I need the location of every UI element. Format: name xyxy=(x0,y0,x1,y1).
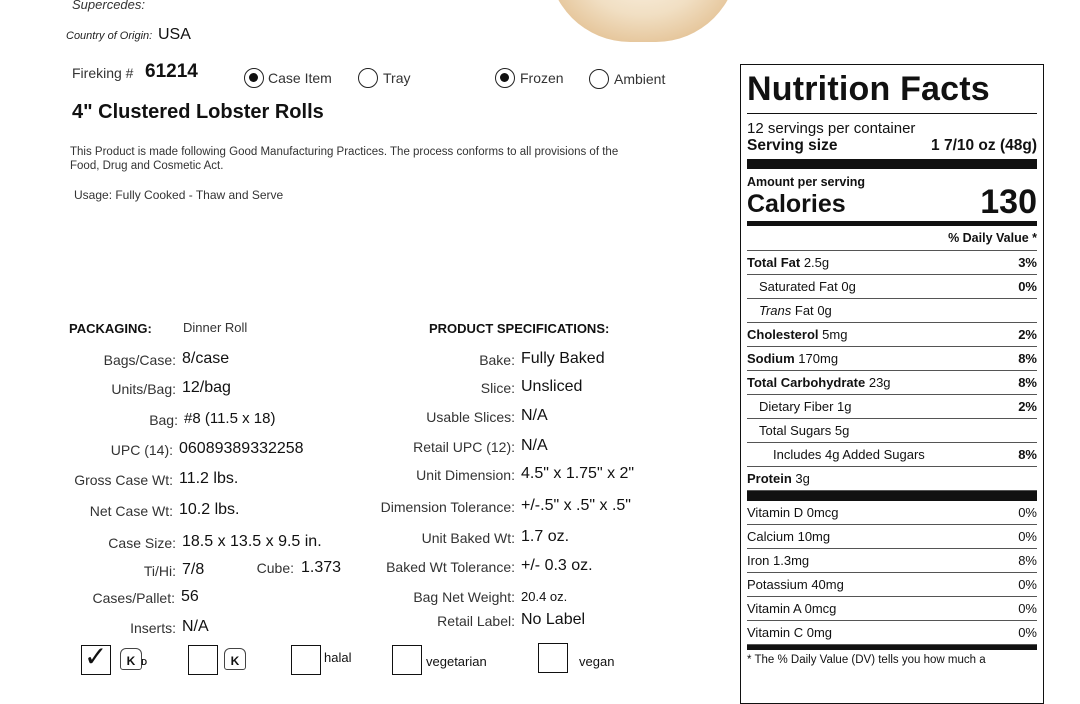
packaging-row-label: Cases/Pallet: xyxy=(92,590,175,606)
vitamin-dv: 0% xyxy=(1018,505,1037,520)
nutrient-name: Total Sugars xyxy=(759,423,832,438)
fireking-number: 61214 xyxy=(145,61,198,82)
vitamin-row xyxy=(747,573,1037,597)
vitamin-amount: 0mcg xyxy=(804,601,837,616)
packaging-row-value: 8/case xyxy=(182,350,230,367)
spec-row-value: N/A xyxy=(521,407,548,424)
nutrient-name: Includes 4g Added Sugars xyxy=(773,447,925,462)
product-name: 4" Clustered Lobster Rolls xyxy=(72,101,324,123)
nutrient-name: Total Fat xyxy=(747,255,801,270)
vitamin-dv: 8% xyxy=(1018,553,1037,568)
country-label: Country of Origin: xyxy=(66,30,153,42)
packaging-row-label: Gross Case Wt: xyxy=(74,472,173,488)
spec-row-label: Unit Dimension: xyxy=(416,467,515,483)
frozen-radio[interactable] xyxy=(495,68,515,88)
cube-value: 1.373 xyxy=(301,559,342,576)
servings-per-container: 12 servings per container xyxy=(747,120,916,137)
vitamin-dv: 0% xyxy=(1018,625,1037,640)
spec-row-label: Baked Wt Tolerance: xyxy=(386,559,515,575)
check-icon: ✓ xyxy=(84,641,108,672)
supercedes-label: Supercedes: xyxy=(72,0,145,12)
nutrient-name: Saturated Fat xyxy=(759,279,838,294)
packaging-row-label: Bag: xyxy=(149,412,178,428)
spec-row-label: Retail UPC (12): xyxy=(413,439,515,455)
kosher-checkbox[interactable] xyxy=(188,645,218,675)
nutrient-amount: 0g xyxy=(817,303,832,318)
nutrient-row xyxy=(747,275,1037,299)
spec-row-label: Unit Baked Wt: xyxy=(421,530,515,546)
vitamin-name: Calcium xyxy=(747,529,794,544)
spec-row-label: Retail Label: xyxy=(437,613,515,629)
packaging-row-label: Units/Bag: xyxy=(111,381,176,397)
spec-row-label: Bake: xyxy=(479,352,515,368)
vitamin-amount: 1.3mg xyxy=(773,553,810,568)
spec-row-value: 4.5" x 1.75" x 2" xyxy=(521,465,635,482)
calories-label: Calories xyxy=(747,190,846,218)
spec-row-label: Dimension Tolerance: xyxy=(380,499,515,515)
serving-size-label: Serving size xyxy=(747,137,838,154)
packaging-row-label: Bags/Case: xyxy=(103,352,176,368)
vegan-label: vegan xyxy=(579,654,615,669)
daily-value-header: % Daily Value * xyxy=(747,226,1037,251)
vegan-checkbox[interactable] xyxy=(538,643,568,673)
serving-size-value: 1 7/10 oz (48g) xyxy=(931,137,1037,154)
nutrient-amount: 0g xyxy=(841,279,856,294)
vitamin-row xyxy=(747,501,1037,525)
vitamin-dv: 0% xyxy=(1018,601,1037,616)
spec-row-value: +/-.5" x .5" x .5" xyxy=(521,497,631,514)
fireking-label: Fireking # xyxy=(72,65,134,81)
nutrient-row xyxy=(747,323,1037,347)
nutrient-amount: 170mg xyxy=(798,351,839,366)
case-item-label: Case Item xyxy=(268,70,332,86)
packaging-row-value: 12/bag xyxy=(182,379,231,396)
spec-row-value: 1.7 oz. xyxy=(521,528,570,545)
packaging-row-value: 56 xyxy=(181,588,199,605)
nutrient-amount: 5g xyxy=(834,423,850,438)
country-value: USA xyxy=(158,26,191,43)
nutrient-name: Cholesterol xyxy=(747,327,819,342)
spec-row-label: Usable Slices: xyxy=(426,409,515,425)
nutrient-row xyxy=(747,299,1037,323)
specs-heading: PRODUCT SPECIFICATIONS: xyxy=(429,321,610,336)
nutrient-dv: 8% xyxy=(1018,375,1037,390)
vegetarian-label: vegetarian xyxy=(426,654,487,669)
nutrient-amount: 3g xyxy=(795,471,810,486)
nutrient-row xyxy=(747,443,1037,467)
spec-row-value: 20.4 oz. xyxy=(521,589,568,604)
footnote: * The % Daily Value (DV) tells you how much a xyxy=(747,654,986,666)
nutrient-amount: 2.5g xyxy=(803,255,830,270)
spec-row-value: N/A xyxy=(521,437,548,454)
vitamin-name: Vitamin D xyxy=(747,505,804,520)
packaging-row-value: 11.2 lbs. xyxy=(179,470,239,487)
vitamin-row xyxy=(747,621,1037,645)
spec-row-label: Bag Net Weight: xyxy=(413,589,515,605)
nutrient-name: Sodium xyxy=(747,351,795,366)
vitamin-amount: 0mcg xyxy=(806,505,839,520)
vitamin-dv: 0% xyxy=(1018,529,1037,544)
ambient-label: Ambient xyxy=(614,71,666,87)
nutrient-rows xyxy=(747,251,1037,491)
nutrient-name-suffix: Fat xyxy=(794,303,814,318)
nutrient-dv: 3% xyxy=(1018,255,1037,270)
spec-row-value: +/- 0.3 oz. xyxy=(521,557,593,574)
vitamin-amount: 0mg xyxy=(806,625,833,640)
vitamin-dv: 0% xyxy=(1018,577,1037,592)
nutrient-amount: 5mg xyxy=(822,327,848,342)
vitamin-row xyxy=(747,525,1037,549)
nutrient-dv: 8% xyxy=(1018,447,1037,462)
vitamin-name: Iron xyxy=(747,553,770,568)
nutrient-dv: 0% xyxy=(1018,279,1037,294)
packaging-row-value: 7/8 xyxy=(182,561,205,578)
tray-label: Tray xyxy=(383,70,411,86)
kosher-dairy-checkbox[interactable] xyxy=(81,641,111,675)
nutrient-row xyxy=(747,371,1037,395)
packaging-row-label: Inserts: xyxy=(130,620,176,636)
nutrient-row xyxy=(747,251,1037,275)
packaging-row-value: 06089389332258 xyxy=(179,440,304,457)
vitamin-name: Vitamin C xyxy=(747,625,804,640)
packaging-heading: PACKAGING: xyxy=(69,321,152,336)
spec-row-value: No Label xyxy=(521,611,586,628)
amount-per-serving: Amount per serving xyxy=(747,175,866,189)
case-item-radio[interactable] xyxy=(244,68,264,88)
packaging-row-label: Net Case Wt: xyxy=(89,503,173,519)
vitamin-amount: 40mg xyxy=(811,577,844,592)
nutrient-name: Dietary Fiber xyxy=(759,399,834,414)
nutrient-name: Trans xyxy=(759,303,792,318)
calories-value: 130 xyxy=(980,183,1037,221)
packaging-row-value: #8 (11.5 x 18) xyxy=(184,410,276,427)
gmp-text-line1: This Product is made following Good Manufacturing Practices. The process conforms to all provisions of the xyxy=(70,146,619,158)
nutrient-row xyxy=(747,467,1037,491)
nutrition-facts-panel xyxy=(740,64,1044,704)
gmp-text-line2: Food, Drug and Cosmetic Act. xyxy=(70,160,224,172)
packaging-row-label: Case Size: xyxy=(108,535,176,551)
usage-text: Usage: Fully Cooked - Thaw and Serve xyxy=(74,188,284,202)
vitamin-name: Vitamin A xyxy=(747,601,801,616)
packaging-row-value: 18.5 x 13.5 x 9.5 in. xyxy=(182,533,322,550)
vitamin-amount: 10mg xyxy=(797,529,831,544)
nutrient-row xyxy=(747,395,1037,419)
halal-checkbox[interactable] xyxy=(291,645,321,675)
vitamin-rows xyxy=(747,501,1037,645)
ambient-radio[interactable] xyxy=(589,69,609,89)
nutrient-row xyxy=(747,347,1037,371)
cube-label: Cube: xyxy=(256,560,294,576)
frozen-label: Frozen xyxy=(520,70,564,86)
nutrient-amount: 23g xyxy=(868,375,891,390)
vitamin-row xyxy=(747,597,1037,621)
product-photo xyxy=(548,0,738,42)
vitamin-row xyxy=(747,549,1037,573)
nutrient-row xyxy=(747,419,1037,443)
spec-row-label: Slice: xyxy=(480,380,515,396)
vitamin-name: Potassium xyxy=(747,577,808,592)
packaging-row-value: N/A xyxy=(182,618,209,635)
nutrient-dv: 8% xyxy=(1018,351,1037,366)
halal-label: halal xyxy=(324,650,352,665)
nutrient-name: Total Carbohydrate xyxy=(747,375,866,390)
nutrient-name: Protein xyxy=(747,471,792,486)
nutrient-amount: 1g xyxy=(837,399,852,414)
vegetarian-checkbox[interactable] xyxy=(392,645,422,675)
packaging-row-value: 10.2 lbs. xyxy=(179,501,240,518)
spec-row-value: Fully Baked xyxy=(521,350,605,367)
kosher-icon: K xyxy=(224,648,246,670)
packaging-row-label: Ti/Hi: xyxy=(143,563,176,579)
tray-radio[interactable] xyxy=(358,68,378,88)
spec-row-value: Unsliced xyxy=(521,378,583,395)
packaging-row-label: UPC (14): xyxy=(110,442,173,458)
kosher-dairy-icon: K D xyxy=(120,648,142,670)
nutrient-dv: 2% xyxy=(1018,327,1037,342)
nutrition-title: Nutrition Facts xyxy=(747,70,990,108)
packaging-type: Dinner Roll xyxy=(183,320,248,335)
nutrient-dv: 2% xyxy=(1018,399,1037,414)
